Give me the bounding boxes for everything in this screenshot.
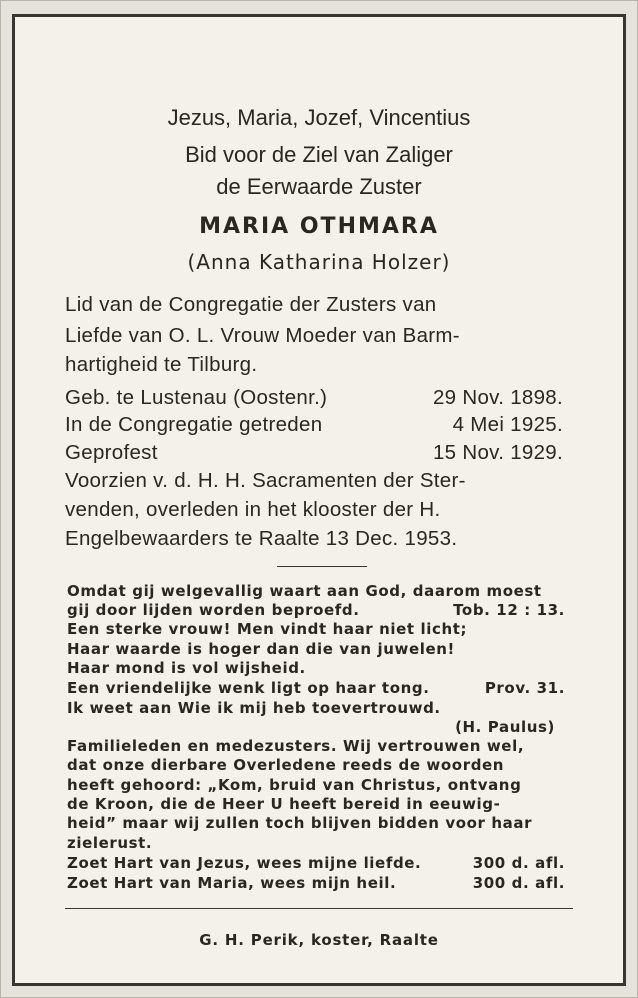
deceased-name: MARIA OTHMARA xyxy=(199,214,439,239)
bio-line: Voorzien v. d. H. H. Sacramenten der Ster- xyxy=(65,469,466,492)
printer-credit: G. H. Perik, koster, Raalte xyxy=(199,931,439,949)
divider xyxy=(277,566,367,567)
birth-label: Geb. te Lustenau (Oostenr.) xyxy=(65,386,328,409)
footer-divider xyxy=(65,908,573,909)
indulgence-line: Zoet Hart van Jezus, wees mijne liefde. 300 d. afl. xyxy=(67,854,565,872)
verse-line: gij door lijden worden beproefd. Tob. 12 : 13. xyxy=(67,601,565,619)
birth-info xyxy=(65,386,563,410)
bio-line: hartigheid te Tilburg. xyxy=(65,353,258,376)
bio-line: Lid van de Congregatie der Zusters van xyxy=(65,293,437,316)
death-info: Engelbewaarders te Raalte 13 Dec. 1953. xyxy=(65,527,458,550)
indulgence-line: Zoet Hart van Maria, wees mijn heil. 300 d. afl. xyxy=(67,874,565,892)
bio-line: Liefde van O. L. Vrouw Moeder van Barm- xyxy=(65,324,460,347)
verse-line: Omdat gij welgevallig waart aan God, daarom moest xyxy=(67,582,542,600)
entry-info xyxy=(65,413,563,437)
verse-line: heeft gehoord: „Kom, bruid van Christus, ontvang xyxy=(67,776,522,794)
profession-label: Geprofest xyxy=(65,441,158,464)
birth-name: (Anna Katharina Holzer) xyxy=(187,250,451,274)
verse-reference: (H. Paulus) xyxy=(455,718,555,736)
title-line: de Eerwaarde Zuster xyxy=(216,174,422,199)
card-frame xyxy=(12,14,626,986)
verse-line: Familieleden en medezusters. Wij vertrouwen wel, xyxy=(67,737,525,755)
verse-line: de Kroon, die de Heer U heeft bereid in eeuwig- xyxy=(67,795,501,813)
profession-date: 15 Nov. 1929. xyxy=(432,441,563,464)
entry-label: In de Congregatie getreden xyxy=(65,413,323,436)
verse-line: Haar waarde is hoger dan die van juwelen! xyxy=(67,640,455,658)
verse-line: Een sterke vrouw! Men vindt haar niet licht; xyxy=(67,620,468,638)
entry-date: 4 Mei 1925. xyxy=(452,413,563,436)
verse-line: Haar mond is vol wijsheid. xyxy=(67,659,306,677)
profession-info xyxy=(65,441,563,465)
verse-reference: Prov. 31. xyxy=(484,679,565,697)
verse-line: heid” maar wij zullen toch blijven bidden voor haar xyxy=(67,814,533,832)
verse-line: Een vriendelijke wenk ligt op haar tong. Prov. 31. xyxy=(67,679,565,697)
verse-line: zielerust. xyxy=(67,834,153,852)
birth-date: 29 Nov. 1898. xyxy=(432,386,563,409)
indulgence: 300 d. afl. xyxy=(472,874,565,892)
indulgence: 300 d. afl. xyxy=(472,854,565,872)
prayer-request: Bid voor de Ziel van Zaliger xyxy=(185,142,453,167)
verse-line: Ik weet aan Wie ik mij heb toevertrouwd. xyxy=(67,699,441,717)
invocation: Jezus, Maria, Jozef, Vincentius xyxy=(167,105,471,130)
bio-line: venden, overleden in het klooster der H. xyxy=(65,498,441,521)
verse-reference: Tob. 12 : 13. xyxy=(453,601,565,619)
verse-line: dat onze dierbare Overledene reeds de woorden xyxy=(67,756,505,774)
